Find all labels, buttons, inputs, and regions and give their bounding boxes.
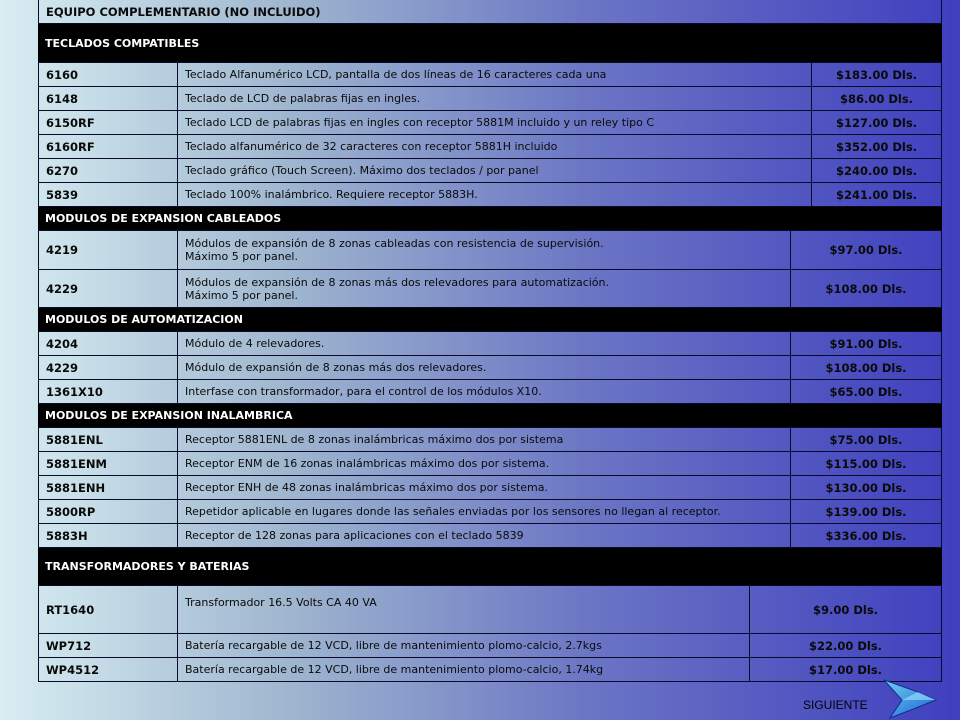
product-code: 5881ENH <box>38 476 177 499</box>
product-code: 5883H <box>38 524 177 547</box>
product-code: 6160 <box>38 63 177 86</box>
product-price: $352.00 Dls. <box>811 135 942 158</box>
product-description: Módulo de 4 relevadores. <box>177 332 790 355</box>
product-code: 5839 <box>38 183 177 206</box>
table-row <box>38 356 942 380</box>
product-description: Interfase con transformador, para el control de los módulos X10. <box>177 380 790 403</box>
table-row <box>38 332 942 356</box>
section-header <box>38 404 942 428</box>
product-description: Teclado 100% inalámbrico. Requiere receptor 5883H. <box>177 183 811 206</box>
product-description: Transformador 16.5 Volts CA 40 VA <box>177 586 749 633</box>
product-code: 6270 <box>38 159 177 182</box>
product-code: 6148 <box>38 87 177 110</box>
product-code: 6150RF <box>38 111 177 134</box>
section-heading: MODULOS DE EXPANSION CABLEADOS <box>45 212 282 225</box>
product-price: $17.00 Dls. <box>749 658 942 681</box>
description-line: Máximo 5 por panel. <box>185 250 298 263</box>
description-line: Máximo 5 por panel. <box>185 288 298 302</box>
product-price: $336.00 Dls. <box>790 524 942 547</box>
product-price: $9.00 Dls. <box>749 586 942 633</box>
product-description: Teclado Alfanumérico LCD, pantalla de dos líneas de 16 caracteres cada una <box>177 63 811 86</box>
section-heading: TECLADOS COMPATIBLES <box>45 36 200 50</box>
product-description: Teclado gráfico (Touch Screen). Máximo dos teclados / por panel <box>177 159 811 182</box>
table-row <box>38 111 942 135</box>
product-description: Teclado de LCD de palabras fijas en ingles. <box>177 87 811 110</box>
product-price: $108.00 Dls. <box>790 270 942 307</box>
product-description <box>177 270 790 307</box>
product-price: $97.00 Dls. <box>790 231 942 269</box>
table-title: EQUIPO COMPLEMENTARIO (NO INCLUIDO) <box>46 4 321 19</box>
product-description: Teclado alfanumérico de 32 caracteres con receptor 5881H incluido <box>177 135 811 158</box>
product-code: WP4512 <box>38 658 177 681</box>
product-price: $183.00 Dls. <box>811 63 942 86</box>
table-row <box>38 63 942 87</box>
product-price: $240.00 Dls. <box>811 159 942 182</box>
table-row <box>38 183 942 207</box>
table-row <box>38 135 942 159</box>
table-row <box>38 159 942 183</box>
product-code: RT1640 <box>38 586 177 633</box>
product-price: $22.00 Dls. <box>749 634 942 657</box>
section-header <box>38 24 942 63</box>
table-title-row <box>38 0 942 24</box>
product-code: 4229 <box>38 356 177 379</box>
product-code: 4229 <box>38 270 177 307</box>
table-row <box>38 634 942 658</box>
section-heading: TRANSFORMADORES Y BATERIAS <box>45 560 250 573</box>
table-row <box>38 231 942 270</box>
product-code: WP712 <box>38 634 177 657</box>
product-price: $65.00 Dls. <box>790 380 942 403</box>
section-heading: MODULOS DE AUTOMATIZACION <box>45 313 243 326</box>
product-price: $127.00 Dls. <box>811 111 942 134</box>
table-row <box>38 270 942 308</box>
product-code: 6160RF <box>38 135 177 158</box>
product-description: Receptor ENM de 16 zonas inalámbricas máximo dos por sistema. <box>177 452 790 475</box>
product-code: 5881ENL <box>38 428 177 451</box>
table-row <box>38 87 942 111</box>
table-row <box>38 500 942 524</box>
table-row <box>38 586 942 634</box>
section-heading: MODULOS DE EXPANSION INALAMBRICA <box>45 409 293 422</box>
product-description: Módulo de expansión de 8 zonas más dos relevadores. <box>177 356 790 379</box>
description-line: Módulos de expansión de 8 zonas más dos relevadores para automatización. <box>185 275 609 289</box>
arrow-right-icon[interactable] <box>880 678 940 720</box>
product-price: $241.00 Dls. <box>811 183 942 206</box>
product-price: $86.00 Dls. <box>811 87 942 110</box>
table-row <box>38 658 942 682</box>
table-row <box>38 380 942 404</box>
product-code: 1361X10 <box>38 380 177 403</box>
table-row <box>38 452 942 476</box>
product-price: $75.00 Dls. <box>790 428 942 451</box>
product-code: 4219 <box>38 231 177 269</box>
product-price: $139.00 Dls. <box>790 500 942 523</box>
product-price: $108.00 Dls. <box>790 356 942 379</box>
description-line: Módulos de expansión de 8 zonas cableadas con resistencia de supervisión. <box>185 237 604 250</box>
section-header <box>38 207 942 231</box>
product-description: Batería recargable de 12 VCD, libre de mantenimiento plomo-calcio, 1.74kg <box>177 658 749 681</box>
product-description: Teclado LCD de palabras fijas en ingles con receptor 5881M incluido y un reley tipo C <box>177 111 811 134</box>
table-row <box>38 428 942 452</box>
product-code: 5800RP <box>38 500 177 523</box>
product-description <box>177 231 790 269</box>
table-row <box>38 476 942 500</box>
product-code: 5881ENM <box>38 452 177 475</box>
product-description: Receptor de 128 zonas para aplicaciones con el teclado 5839 <box>177 524 790 547</box>
product-description: Batería recargable de 12 VCD, libre de mantenimiento plomo-calcio, 2.7kgs <box>177 634 749 657</box>
product-price: $91.00 Dls. <box>790 332 942 355</box>
section-header <box>38 548 942 586</box>
product-price: $115.00 Dls. <box>790 452 942 475</box>
product-description: Receptor 5881ENL de 8 zonas inalámbricas máximo dos por sistema <box>177 428 790 451</box>
section-header <box>38 308 942 332</box>
next-button-label[interactable]: SIGUIENTE <box>803 698 868 712</box>
product-code: 4204 <box>38 332 177 355</box>
product-description: Repetidor aplicable en lugares donde las señales enviadas por los sensores no llegan al receptor. <box>177 500 790 523</box>
table-row <box>38 524 942 548</box>
product-description: Receptor ENH de 48 zonas inalámbricas máximo dos por sistema. <box>177 476 790 499</box>
product-price: $130.00 Dls. <box>790 476 942 499</box>
